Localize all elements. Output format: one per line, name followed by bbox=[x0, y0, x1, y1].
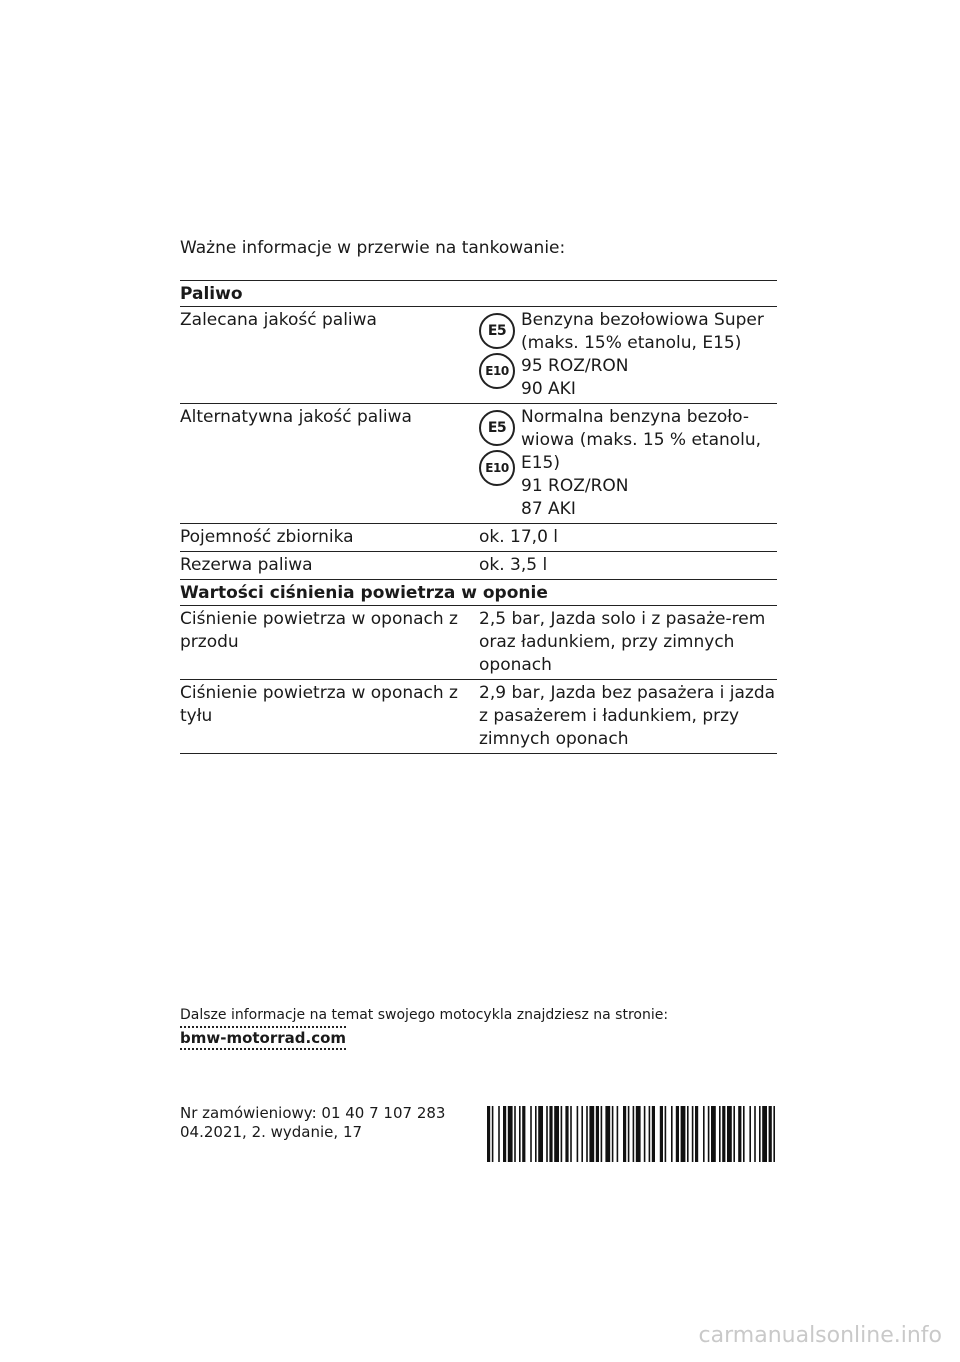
edition-info: 04.2021, 2. wydanie, 17 bbox=[180, 1123, 363, 1141]
table-row-tank-capacity bbox=[180, 524, 777, 552]
row-label: Ciśnienie powietrza w oponach z tyłu bbox=[180, 683, 458, 726]
fuel-line: 87 AKI bbox=[521, 499, 576, 519]
table-row-recommended-fuel bbox=[180, 307, 777, 404]
row-value: ok. 3,5 l bbox=[479, 555, 548, 575]
intro-text: Ważne informacje w przerwie na tankowanie: bbox=[180, 238, 566, 258]
row-value: 2,5 bar, Jazda solo i z pasaże-rem oraz ładunkiem, przy zimnych oponach bbox=[479, 609, 766, 675]
e10-badge-icon: E10 bbox=[479, 450, 515, 486]
fuel-description bbox=[521, 406, 777, 521]
fuel-badges bbox=[479, 406, 521, 521]
section-heading-fuel: Paliwo bbox=[180, 281, 777, 307]
fuel-line: E15) bbox=[521, 453, 561, 473]
e5-badge-icon: E5 bbox=[479, 313, 515, 349]
row-label: Pojemność zbiornika bbox=[180, 527, 354, 547]
fuel-line: wiowa (maks. 15 % etanolu, bbox=[521, 430, 762, 450]
fuel-line: 91 ROZ/RON bbox=[521, 476, 629, 496]
info-table bbox=[180, 280, 777, 754]
fuel-line: Normalna benzyna bezoło- bbox=[521, 407, 749, 427]
row-value bbox=[479, 309, 777, 401]
table-row-fuel-reserve bbox=[180, 552, 777, 580]
e5-badge-icon: E5 bbox=[479, 410, 515, 446]
fuel-line: 90 AKI bbox=[521, 379, 576, 399]
row-value: 2,9 bar, Jazda bez pasażera i jazda z pasażerem i ładunkiem, przy zimnych oponach bbox=[479, 683, 776, 749]
table-row-rear-tire-pressure bbox=[180, 680, 777, 754]
row-label: Ciśnienie powietrza w oponach z przodu bbox=[180, 609, 458, 652]
table-row-alternative-fuel bbox=[180, 404, 777, 524]
order-info bbox=[180, 1104, 445, 1142]
row-value: ok. 17,0 l bbox=[479, 527, 559, 547]
row-value bbox=[479, 406, 777, 521]
e10-badge-icon: E10 bbox=[479, 353, 515, 389]
order-number: Nr zamówieniowy: 01 40 7 107 283 bbox=[180, 1104, 446, 1122]
fuel-description bbox=[521, 309, 777, 401]
website-link[interactable]: bmw-motorrad.com bbox=[180, 1026, 346, 1050]
row-label: Zalecana jakość paliwa bbox=[180, 310, 377, 330]
barcode-icon bbox=[487, 1106, 777, 1162]
more-info-text: Dalsze informacje na temat swojego motocykla znajdziesz na stronie: bbox=[180, 1007, 669, 1023]
section-heading-tire-pressure: Wartości ciśnienia powietrza w oponie bbox=[180, 580, 777, 606]
table-row-front-tire-pressure bbox=[180, 606, 777, 680]
fuel-line: (maks. 15% etanolu, E15) bbox=[521, 333, 742, 353]
fuel-badges bbox=[479, 309, 521, 401]
fuel-line: 95 ROZ/RON bbox=[521, 356, 629, 376]
fuel-line: Benzyna bezołowiowa Super bbox=[521, 310, 764, 330]
row-label: Alternatywna jakość paliwa bbox=[180, 407, 412, 427]
watermark: carmanualsonline.info bbox=[698, 1323, 942, 1348]
row-label: Rezerwa paliwa bbox=[180, 555, 313, 575]
